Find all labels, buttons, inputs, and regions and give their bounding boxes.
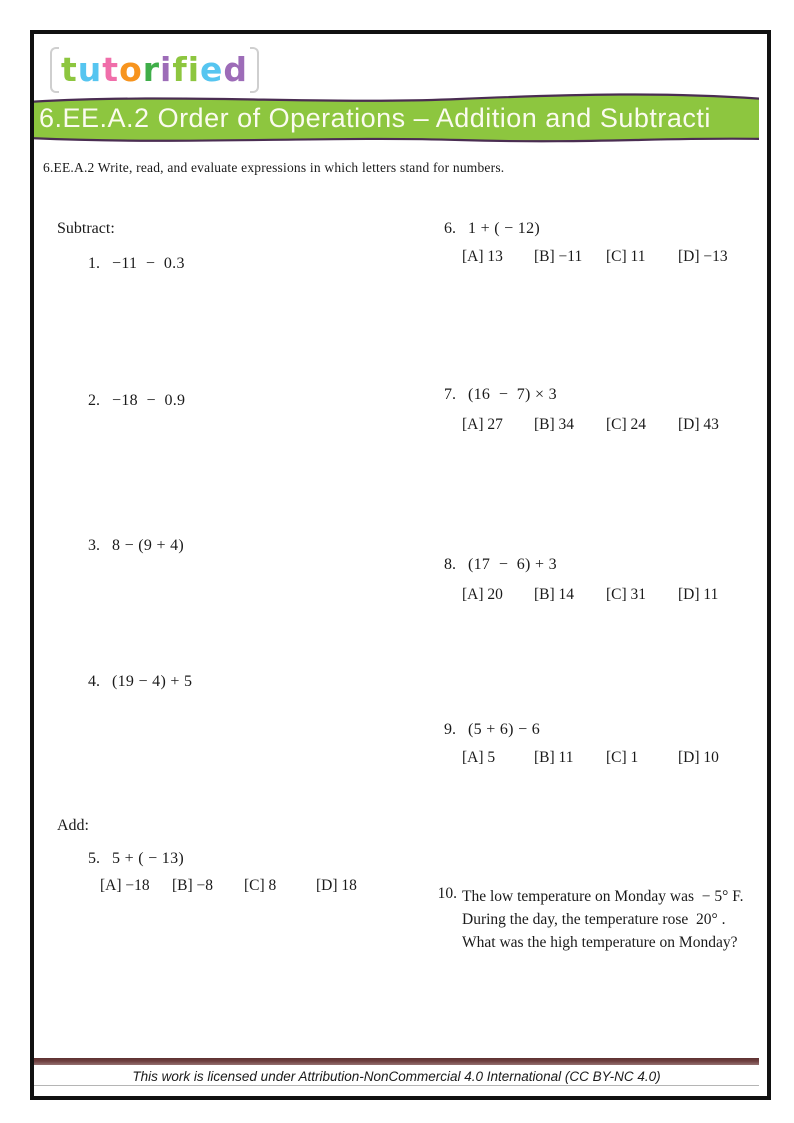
- section-label-add: Add:: [57, 817, 89, 834]
- worksheet-page: [30, 30, 771, 1100]
- choice-a: [A] 27: [462, 416, 503, 433]
- problem-number: 9.: [444, 721, 456, 738]
- title-banner: [34, 90, 759, 144]
- choice-b: [B] 34: [534, 416, 575, 433]
- problem-expression: 8 − (9 + 4): [112, 537, 185, 554]
- problem-expression: (17 − 6) + 3: [468, 556, 557, 573]
- problem-number: 6.: [444, 220, 456, 237]
- choice-c: [C] 24: [606, 416, 647, 433]
- problem-number: 1.: [88, 255, 100, 272]
- logo-letter: o: [119, 50, 143, 89]
- choice-d: [D] 43: [678, 416, 719, 433]
- problem-expression: (16 − 7) × 3: [468, 386, 557, 403]
- problem-number: 10.: [437, 885, 457, 902]
- logo-letter: d: [223, 50, 249, 89]
- page-title: 6.EE.A.2 Order of Operations – Addition and Subtracti: [39, 103, 711, 133]
- choice-a: [A] 13: [462, 248, 503, 265]
- section-label-subtract: Subtract:: [57, 220, 115, 237]
- problem-number: 3.: [88, 537, 100, 554]
- choice-c: [C] 31: [606, 586, 647, 603]
- choice-b: [B] −11: [534, 248, 583, 265]
- choice-b: [B] 14: [534, 586, 575, 603]
- choice-b: [B] −8: [172, 877, 214, 894]
- choices-row-6: [462, 248, 750, 266]
- standard-description: 6.EE.A.2 Write, read, and evaluate expressions in which letters stand for numbers.: [43, 160, 505, 175]
- logo-left-bracket: [50, 47, 59, 93]
- problem-row-4: [74, 673, 192, 691]
- logo-letter: f: [172, 50, 188, 89]
- choice-d: [D] 10: [678, 749, 719, 766]
- problem-number: 2.: [88, 392, 100, 409]
- choice-d: [D] −13: [678, 248, 728, 265]
- word-problem-line: The low temperature on Monday was − 5° F.: [462, 888, 744, 905]
- choice-c: [C] 1: [606, 749, 639, 766]
- choice-c: [C] 8: [244, 877, 277, 894]
- problem-number: 4.: [88, 673, 100, 690]
- choice-a: [A] 20: [462, 586, 503, 603]
- logo-letter: t: [61, 50, 78, 89]
- problem-number: 5.: [88, 850, 100, 867]
- problem-row-5: [74, 850, 184, 868]
- choices-row-8: [462, 586, 750, 604]
- logo-letter: i: [160, 50, 173, 89]
- license-text: This work is licensed under Attribution-NonCommercial 4.0 International (CC BY-NC 4.0): [132, 1069, 661, 1084]
- problem-row-10: [437, 885, 744, 954]
- choices-row-7: [462, 416, 750, 434]
- problem-row-8: [430, 556, 557, 574]
- problem-expression: (5 + 6) − 6: [468, 721, 541, 738]
- choice-a: [A] 5: [462, 749, 496, 766]
- word-problem-line: During the day, the temperature rose 20° .: [462, 911, 726, 928]
- logo-letter: r: [142, 50, 161, 89]
- problem-number: 8.: [444, 556, 456, 573]
- problem-row-7: [430, 386, 557, 404]
- logo-letter: u: [77, 50, 103, 89]
- choice-a: [A] −18: [100, 877, 150, 894]
- choice-d: [D] 18: [316, 877, 357, 894]
- problem-expression: (19 − 4) + 5: [112, 673, 193, 690]
- problem-expression: −11 − 0.3: [112, 255, 185, 272]
- logo-letter: i: [187, 50, 200, 89]
- choices-row-9: [462, 749, 750, 767]
- tutorified-logo: [48, 46, 261, 94]
- choice-d: [D] 11: [678, 586, 719, 603]
- problem-row-3: [74, 537, 184, 555]
- choice-b: [B] 11: [534, 749, 574, 766]
- problem-number: 7.: [444, 386, 456, 403]
- problem-expression: 1 + ( − 12): [468, 220, 541, 237]
- word-problem-line: What was the high temperature on Monday?: [462, 934, 738, 951]
- problem-expression: 5 + ( − 13): [112, 850, 185, 867]
- logo-letter: t: [102, 50, 120, 89]
- choice-c: [C] 11: [606, 248, 646, 265]
- problem-row-6: [430, 220, 540, 238]
- logo-right-bracket: [250, 47, 259, 93]
- footer-divider-bar: [34, 1058, 759, 1065]
- problem-row-9: [430, 721, 540, 739]
- problem-row-2: [74, 392, 185, 410]
- problem-row-1: [74, 255, 185, 273]
- problem-expression: −18 − 0.9: [112, 392, 186, 409]
- logo-letter: e: [200, 50, 224, 89]
- bottom-hairline: [34, 1085, 759, 1086]
- choices-row-5: [100, 877, 388, 895]
